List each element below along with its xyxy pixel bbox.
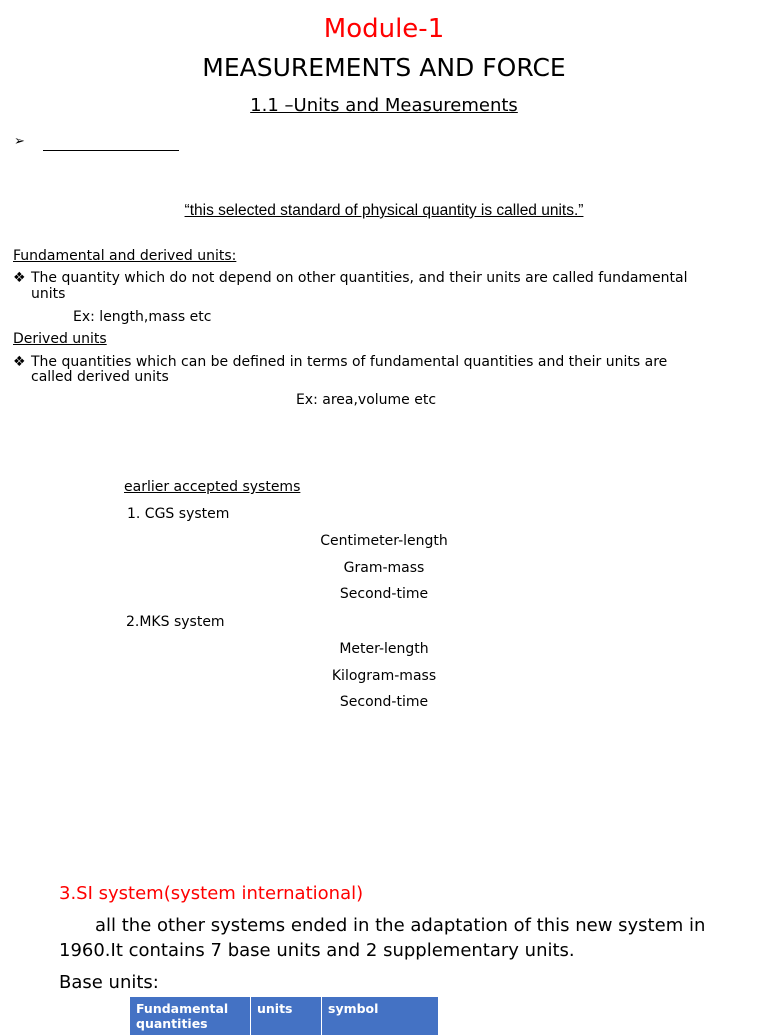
diamond-bullet-icon: ❖ (13, 354, 26, 370)
mks-item-length: Meter-length (339, 641, 429, 657)
table-header-cell: units (251, 997, 322, 1036)
mks-system-title: 2.MKS system (126, 614, 225, 630)
cgs-item-time: Second-time (339, 586, 429, 602)
base-units-table (129, 996, 439, 1036)
definition-quote: “this selected standard of physical quantity is called units.” (184, 202, 584, 219)
derived-text-line2: called derived units (31, 369, 169, 385)
derived-example: Ex: area,volume etc (295, 392, 437, 408)
cgs-system-title: 1. CGS system (127, 506, 230, 522)
blank-underline (43, 150, 179, 151)
si-system-heading: 3.SI system(system international) (59, 883, 364, 904)
mks-item-mass: Kilogram-mass (331, 668, 437, 684)
page-title-part1: MEASUREMENTS AND (202, 53, 483, 82)
fundamental-text-line2: units (31, 286, 66, 302)
page-title-part2: FORCE (482, 53, 566, 82)
derived-text-line1: The quantities which can be defined in terms of fundamental quantities and their units are (31, 354, 668, 370)
fundamental-example: Ex: length,mass etc (73, 309, 212, 325)
si-paragraph-line2: 1960.It contains 7 base units and 2 supplementary units. (59, 940, 575, 961)
earlier-systems-heading: earlier accepted systems (124, 479, 301, 495)
module-title: Module-1 (323, 14, 445, 44)
page-title (0, 53, 768, 82)
table-header-cell: Fundamental quantities (130, 997, 251, 1036)
diamond-bullet-icon: ❖ (13, 270, 26, 286)
derived-bullet-line1 (13, 354, 667, 370)
cgs-item-mass: Gram-mass (343, 560, 425, 576)
base-units-label: Base units: (59, 972, 159, 993)
section-subtitle: 1.1 –Units and Measurements (250, 95, 518, 116)
arrow-bullet-icon: ➢ (14, 134, 25, 149)
fundamental-text-line1: The quantity which do not depend on other quantities, and their units are called fundamental (31, 270, 688, 286)
cgs-item-length: Centimeter-length (320, 533, 448, 549)
mks-item-time: Second-time (339, 694, 429, 710)
table-header-row (130, 997, 439, 1036)
fundamental-heading: Fundamental and derived units: (13, 248, 237, 264)
derived-heading: Derived units (13, 331, 107, 347)
si-paragraph-line1: all the other systems ended in the adaptation of this new system in (95, 915, 706, 936)
fundamental-bullet-line1 (13, 270, 688, 286)
table-header-cell: symbol (322, 997, 439, 1036)
